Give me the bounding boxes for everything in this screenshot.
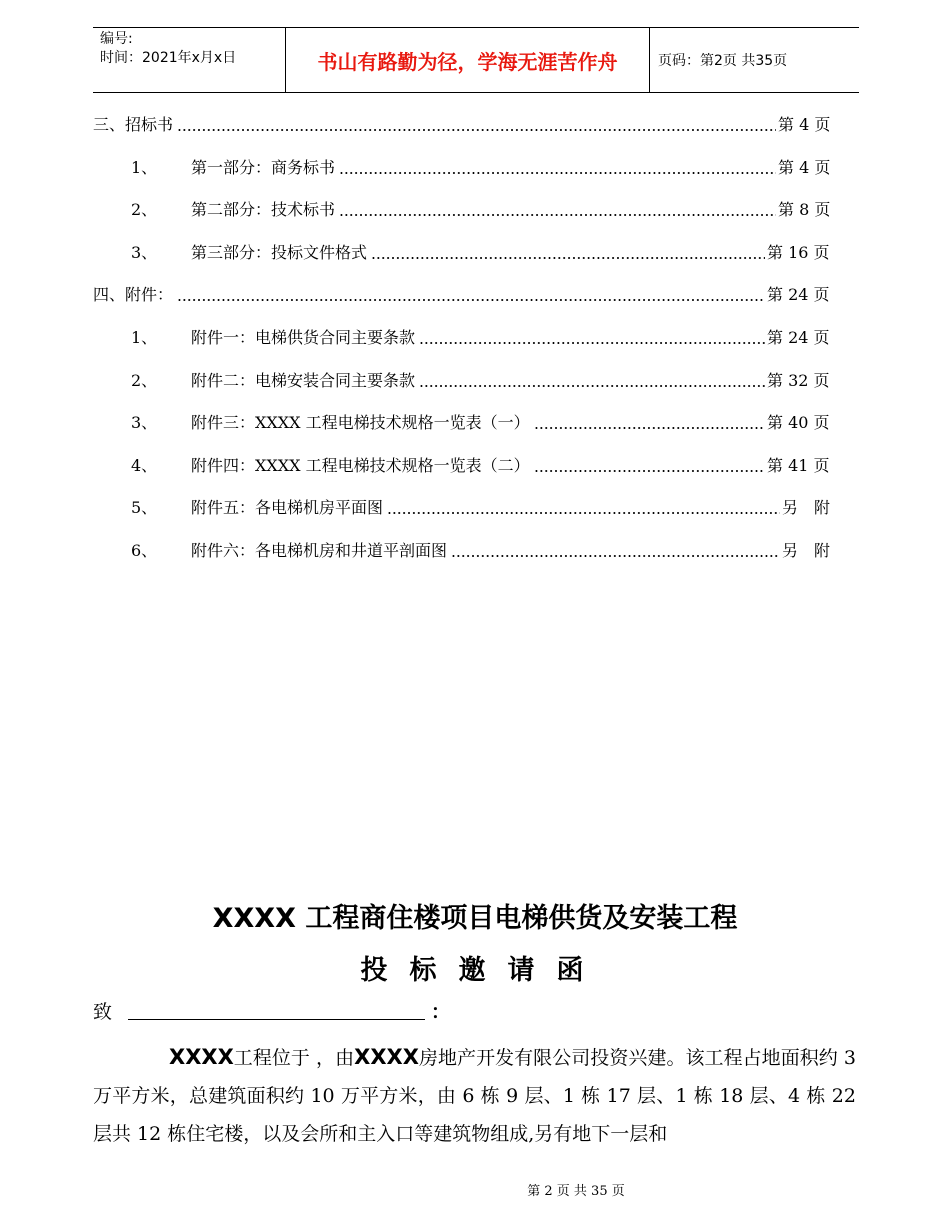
toc-entry-page: 第 16 页 [767, 242, 830, 262]
body-text-1: 工程位于 ，由 [233, 1047, 355, 1069]
toc-entry-title: 第三部分：投标文件格式 [191, 242, 368, 262]
addressee-blank[interactable] [128, 1001, 425, 1020]
toc-entry-number: 2、 [131, 370, 158, 390]
toc-entry-title: 附件四：XXXX 工程电梯技术规格一览表（二） [191, 455, 530, 475]
toc-entry [93, 368, 833, 411]
toc-entry-page: 第 8 页 [778, 200, 831, 220]
toc-entry [93, 325, 833, 368]
toc-entry-page: 第 32 页 [767, 370, 830, 390]
header-divider [285, 28, 286, 92]
toc-entry-title: 附件一：电梯供货合同主要条款 [191, 327, 416, 347]
toc-entry-title: 第一部分：商务标书 [191, 157, 336, 177]
to-label: 致 [93, 1001, 113, 1023]
toc-entry-number: 1、 [131, 327, 158, 347]
header-divider [649, 28, 650, 92]
page-footer: 第 2 页 共 35 页 [527, 1184, 625, 1199]
header-meta [100, 30, 236, 68]
body-text-2: 房地产开发有限公司投资兴建。该工程占地面积约 3 万平方米，总建筑面积约 10 万平方米，由 6 栋 9 层、1 栋 17 层、1 栋 18 层、4 栋 22 层共 12 栋住宅楼，以及会所和主入口等建筑物组成,另有地下一层和 [93, 1047, 856, 1145]
toc-entry-page: 第 40 页 [767, 413, 830, 433]
toc-entry-title: 第二部分：技术标书 [191, 200, 336, 220]
toc-entry-page: 第 24 页 [767, 327, 830, 347]
toc-entry-number: 5、 [131, 498, 158, 518]
toc-leader-dots [177, 129, 776, 131]
toc-entry-title: 附件六：各电梯机房和井道平剖面图 [191, 540, 448, 560]
toc-leader-dots [534, 470, 765, 472]
toc-entry [93, 197, 833, 240]
addressee-line [93, 997, 450, 1024]
toc-entry-number: 1、 [131, 157, 158, 177]
document-title: XXXX 工程商住楼项目电梯供货及安装工程 [212, 903, 738, 934]
toc-leader-dots [371, 257, 765, 259]
number-label: 编号: [100, 31, 133, 47]
toc-entry-page: 第 4 页 [778, 115, 831, 134]
toc-entry [93, 495, 833, 538]
toc-leader-dots [387, 512, 780, 514]
document-subtitle: 投标邀请函 [360, 955, 606, 986]
toc-entry-page: 另 附 [782, 540, 831, 560]
toc-entry-number: 3、 [131, 242, 158, 262]
toc-entry-number: 3、 [131, 413, 158, 433]
time-label: 时间：2021年x月x日 [100, 50, 237, 66]
toc-entry-number: 4、 [131, 455, 158, 475]
toc-entry-number: 6、 [131, 540, 158, 560]
developer-name: XXXX [354, 1045, 419, 1069]
toc-leader-dots [339, 214, 776, 216]
to-colon: ： [431, 1001, 451, 1023]
toc-entry-title: 三、招标书 [93, 115, 174, 134]
toc-entry [93, 155, 833, 198]
header-page-info: 页码：第2页 共35页 [658, 53, 788, 69]
toc-leader-dots [339, 172, 776, 174]
toc-entry-page: 另 附 [782, 498, 831, 518]
toc-leader-dots [534, 427, 765, 429]
header-motto: 书山有路勤为径，学海无涯苦作舟 [317, 49, 618, 74]
toc-entry-page: 第 24 页 [767, 285, 830, 305]
toc-leader-dots [177, 299, 765, 301]
toc-leader-dots [451, 555, 780, 557]
toc-entry [93, 410, 833, 453]
toc-leader-dots [419, 385, 765, 387]
toc-entry-title: 四、附件： [93, 285, 174, 305]
page-header [93, 27, 859, 93]
toc-entry-page: 第 4 页 [778, 157, 831, 177]
toc-leader-dots [419, 342, 765, 344]
letter-body [93, 1038, 856, 1153]
table-of-contents [93, 112, 833, 581]
body-paragraph [93, 1038, 856, 1153]
toc-entry-page: 第 41 页 [767, 455, 830, 475]
toc-entry-number: 2、 [131, 200, 158, 220]
toc-entry [93, 240, 833, 283]
toc-entry [93, 453, 833, 496]
toc-entry [93, 282, 833, 325]
toc-entry [93, 538, 833, 581]
toc-entry [93, 112, 833, 155]
toc-entry-title: 附件二：电梯安装合同主要条款 [191, 370, 416, 390]
project-name: XXXX [169, 1045, 234, 1069]
toc-entry-title: 附件五：各电梯机房平面图 [191, 498, 384, 518]
toc-entry-title: 附件三：XXXX 工程电梯技术规格一览表（一） [191, 413, 530, 433]
